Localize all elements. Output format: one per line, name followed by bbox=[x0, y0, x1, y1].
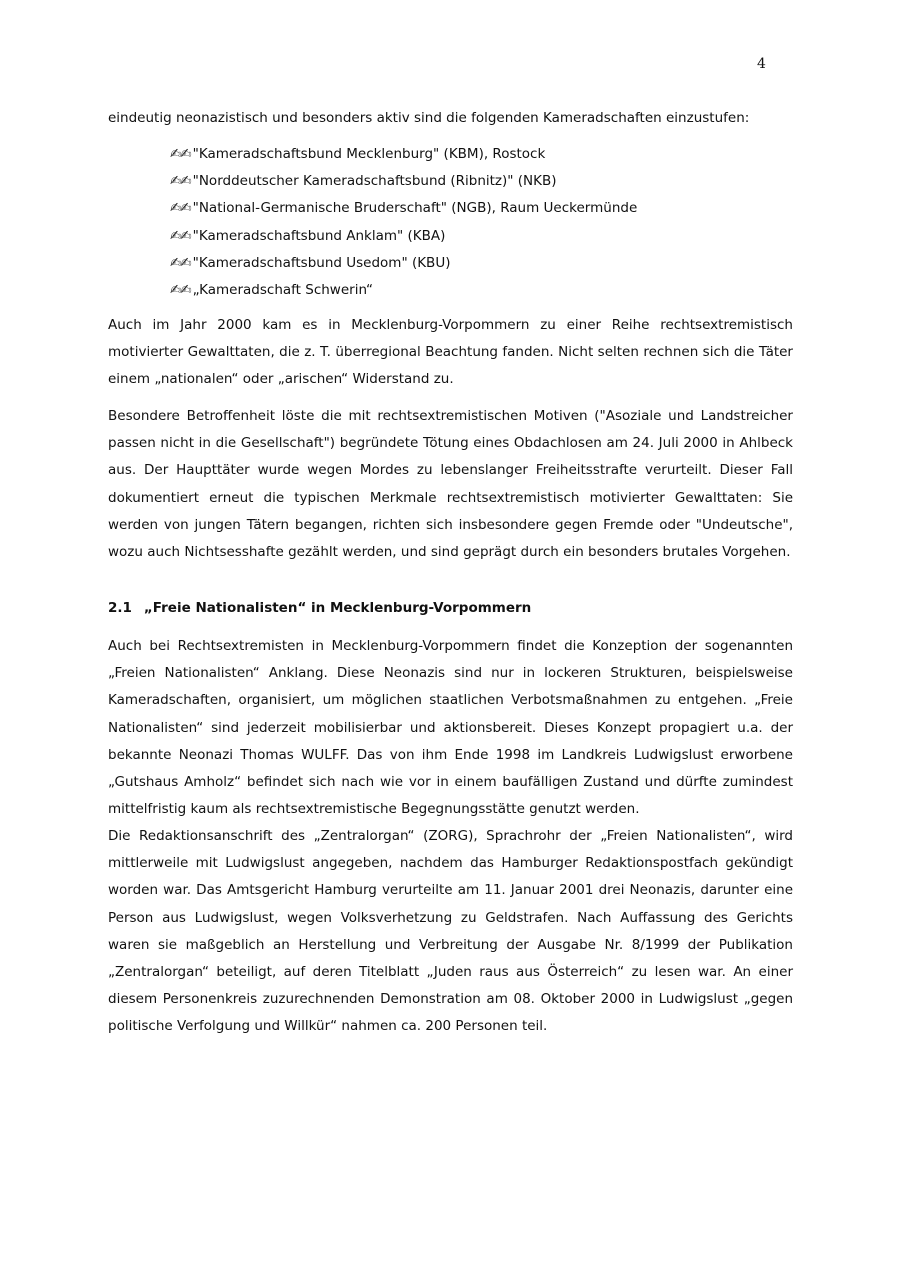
page-number: 4 bbox=[757, 56, 766, 72]
section-heading bbox=[108, 600, 531, 616]
paragraph-ahlbeck: Besondere Betroffenheit löste die mit rechtsextremistischen Motiven ("Asoziale und Landstreicher passen nicht in die Gesellschaft") begründete Tötung eines Obdachlosen am 24. Juli 2000 in Ahlbeck aus. Der Haupttäter wurde wegen Mordes zu lebenslanger Freiheitsstrafte verurteilt. Dieser Fall dokumentiert erneut die typischen Merkmale rechtsextremistisch motivierter Gewalttaten: Sie werden von jungen Tätern begangen, richten sich insbesondere gegen Fremde oder "Undeutsche", wozu auch Nichtsesshafte gezählt werden, und sind geprägt durch ein besonders brutales Vorgehen. bbox=[108, 408, 793, 561]
list-item-text: "Kameradschaftsbund Usedom" (KBU) bbox=[192, 254, 451, 271]
writing-hand-icon: ✍✍ bbox=[170, 146, 191, 162]
kameradschaften-list bbox=[170, 144, 637, 307]
list-item bbox=[170, 171, 637, 198]
writing-hand-icon: ✍✍ bbox=[170, 200, 191, 217]
list-item-text: "Kameradschaftsbund Mecklenburg" (KBM), Rostock bbox=[192, 146, 546, 162]
list-item bbox=[170, 198, 637, 225]
intro-text: eindeutig neonazistisch und besonders aktiv sind die folgenden Kameradschaften einzustufen: bbox=[108, 110, 750, 126]
writing-hand-icon: ✍✍ bbox=[170, 281, 191, 298]
list-item-text: "Norddeutscher Kameradschaftsbund (Ribnitz)" (NKB) bbox=[192, 173, 557, 190]
section-title: „Freie Nationalisten“ in Mecklenburg-Vorpommern bbox=[143, 600, 532, 616]
list-item bbox=[170, 280, 637, 307]
writing-hand-icon: ✍✍ bbox=[170, 227, 191, 244]
list-item-text: "Kameradschaftsbund Anklam" (KBA) bbox=[192, 227, 446, 244]
writing-hand-icon: ✍✍ bbox=[170, 173, 191, 190]
section-number: 2.1 bbox=[108, 600, 132, 616]
list-item-text: „Kameradschaft Schwerin“ bbox=[192, 281, 374, 298]
list-item bbox=[170, 226, 637, 253]
list-item bbox=[170, 253, 637, 280]
list-item bbox=[170, 144, 637, 171]
paragraph-gewalttaten: Auch im Jahr 2000 kam es in Mecklenburg-Vorpommern zu einer Reihe rechtsextremistisch motivierter Gewalttaten, die z. T. überregional Beachtung fanden. Nicht selten rechnen sich die Täter einem „nationalen“ oder „arischen“ Widerstand zu. bbox=[108, 317, 793, 388]
paragraph-freie-nationalisten: Auch bei Rechtsextremisten in Mecklenburg-Vorpommern findet die Konzeption der sogenannten „Freien Nationalisten“ Anklang. Diese Neonazis sind nur in lockeren Strukturen, beispielsweise Kameradschaften, organisiert, um möglichen staatlichen Verbotsmaßnahmen zu entgehen. „Freie Nationalisten“ sind jederzeit mobilisierbar und aktionsbereit. Dieses Konzept propagiert u.a. der bekannte Neonazi Thomas WULFF. Das von ihm Ende 1998 im Landkreis Ludwigslust erworbene „Gutshaus Amholz“ befindet sich nach wie vor in einem baufälligen Zustand und dürfte zumindest mittelfristig kaum als rechtsextremistische Begegnungsstätte genutzt werden. bbox=[108, 638, 793, 818]
writing-hand-icon: ✍✍ bbox=[170, 254, 191, 271]
paragraph-zentralorgan: Die Redaktionsanschrift des „Zentralorgan“ (ZORG), Sprachrohr der „Freien Nationalisten“, wird mittlerweile mit Ludwigslust angegeben, nachdem das Hamburger Redaktionspostfach gekündigt worden war. Das Amtsgericht Hamburg verurteilte am 11. Januar 2001 drei Neonazis, darunter eine Person aus Ludwigslust, wegen Volksverhetzung zu Geldstrafen. Nach Auffassung des Gerichts waren sie maßgeblich an Herstellung und Verbreitung der Ausgabe Nr. 8/1999 der Publikation „Zentralorgan“ beteiligt, auf deren Titelblatt „Juden raus aus Österreich“ zu lesen war. An einer diesem Personenkreis zuzurechnenden Demonstration am 08. Oktober 2000 in Ludwigslust „gegen politische Verfolgung und Willkür“ nahmen ca. 200 Personen teil. bbox=[108, 828, 793, 1035]
list-item-text: "National-Germanische Bruderschaft" (NGB), Raum Ueckermünde bbox=[192, 200, 638, 217]
